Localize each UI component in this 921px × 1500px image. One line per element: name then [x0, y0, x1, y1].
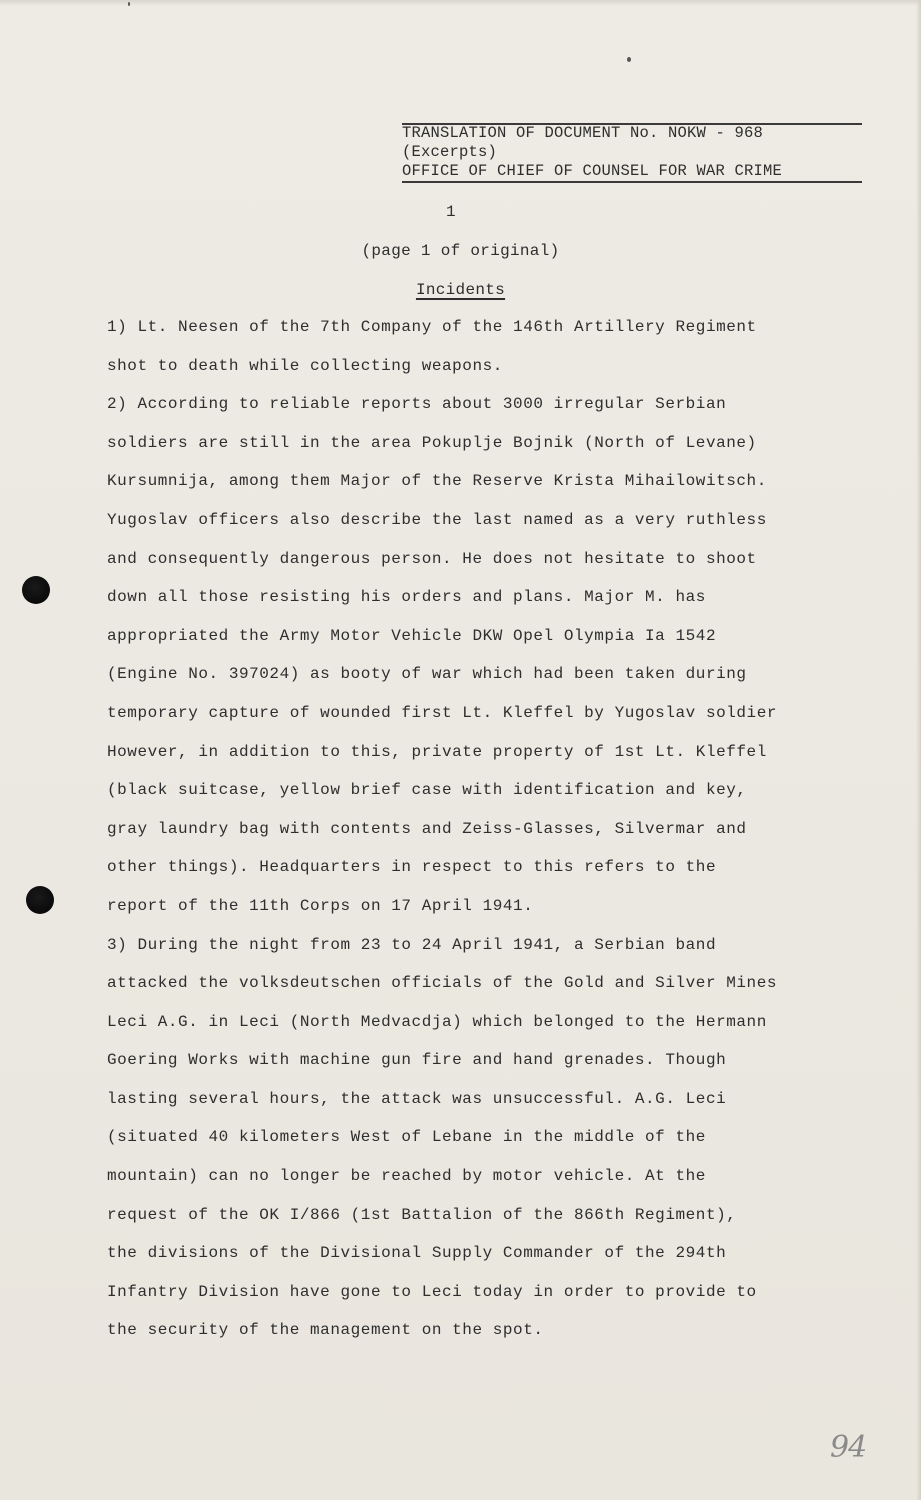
body-line: (black suitcase, yellow brief case with identification and key,	[107, 781, 747, 800]
section-title-wrap	[0, 281, 921, 299]
body-line: and consequently dangerous person. He does not hesitate to shoot	[107, 549, 757, 568]
body-line: the divisions of the Divisional Supply Commander of the 294th	[107, 1244, 727, 1263]
body-line: temporary capture of wounded first Lt. Kleffel by Yugoslav soldier	[107, 703, 778, 722]
body-line: 2) According to reliable reports about 3000 irregular Serbian	[107, 395, 727, 414]
page-edge-top	[0, 0, 921, 6]
body-line: report of the 11th Corps on 17 April 1941.	[107, 896, 534, 915]
page-edge-right	[916, 0, 921, 1500]
body-line: Goering Works with machine gun fire and hand grenades. Though	[107, 1051, 727, 1070]
ink-speck	[627, 57, 631, 62]
section-title: Incidents	[415, 281, 506, 299]
page-number: 1	[446, 203, 456, 221]
body-line: However, in addition to this, private property of 1st Lt. Kleffel	[107, 742, 767, 761]
body-line: (Engine No. 397024) as booty of war which had been taken during	[107, 665, 747, 684]
header-document-number: TRANSLATION OF DOCUMENT No. NOKW - 968	[402, 124, 764, 142]
body-line: (situated 40 kilometers West of Lebane in the middle of the	[107, 1128, 706, 1147]
body-line: down all those resisting his orders and plans. Major M. has	[107, 588, 706, 607]
header-excerpts: (Excerpts)	[402, 143, 498, 161]
body-line: Yugoslav officers also describe the last named as a very ruthless	[107, 510, 767, 529]
translation-header	[402, 124, 872, 181]
body-line: the security of the management on the spot.	[107, 1321, 544, 1340]
body-line: other things). Headquarters in respect to this refers to the	[107, 858, 717, 877]
body-line: Leci A.G. in Leci (North Medvacdja) which belonged to the Hermann	[107, 1012, 767, 1031]
body-line: mountain) can no longer be reached by motor vehicle. At the	[107, 1167, 706, 1186]
body-line: gray laundry bag with contents and Zeiss-Glasses, Silvermar and	[107, 819, 747, 838]
page-of-original: (page 1 of original)	[361, 242, 560, 260]
body-line: shot to death while collecting weapons.	[107, 356, 503, 375]
header-rule-bottom	[402, 181, 862, 183]
header-office: OFFICE OF CHIEF OF COUNSEL FOR WAR CRIME	[402, 162, 783, 180]
body-line: Infantry Division have gone to Leci today in order to provide to	[107, 1282, 757, 1301]
body-line: Kursumnija, among them Major of the Reserve Krista Mihailowitsch.	[107, 472, 767, 491]
body-line: appropriated the Army Motor Vehicle DKW Opel Olympia Ia 1542	[107, 626, 717, 645]
document-body	[107, 314, 887, 1356]
punch-hole	[22, 576, 50, 604]
folio-number: 94	[830, 1430, 867, 1465]
body-line: 3) During the night from 23 to 24 April 1941, a Serbian band	[107, 935, 717, 954]
body-line: request of the OK I/866 (1st Battalion of the 866th Regiment),	[107, 1205, 737, 1224]
ink-speck	[128, 2, 130, 6]
punch-hole	[26, 886, 54, 914]
body-line: 1) Lt. Neesen of the 7th Company of the 146th Artillery Regiment	[107, 318, 757, 336]
body-line: lasting several hours, the attack was unsuccessful. A.G. Leci	[107, 1089, 727, 1108]
header-rule-top	[402, 123, 862, 125]
body-line: attacked the volksdeutschen officials of the Gold and Silver Mines	[107, 974, 778, 993]
body-line: soldiers are still in the area Pokuplje Bojnik (North of Levane)	[107, 433, 757, 452]
